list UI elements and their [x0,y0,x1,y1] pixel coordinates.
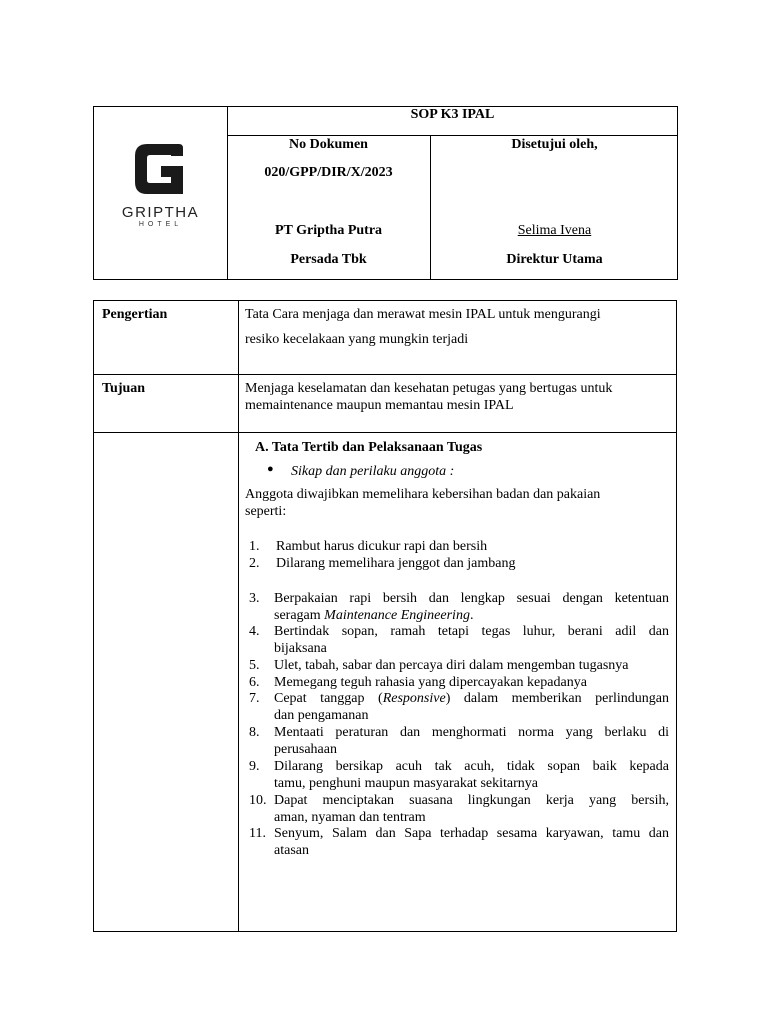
list-item [249,623,674,657]
list-text: Mentaati peraturan dan menghormati norma yang berlaku di [274,725,669,740]
company-name-line2: Persada Tbk [290,252,367,267]
list-number: 4. [249,624,260,639]
tujuan-text-line1: Menjaga keselamatan dan kesehatan petugas yang bertugas untuk [245,381,613,396]
intro-line1: Anggota diwajibkan memelihara kebersihan badan dan pakaian [245,487,601,502]
list-number: 8. [249,725,260,740]
divider [94,374,676,375]
logo-wordmark: GRIPTHA [121,204,200,221]
list-number: 5. [249,658,260,673]
approver-title: Direktur Utama [506,252,603,267]
list-text-line2: atasan [274,843,309,858]
tujuan-label: Tujuan [102,381,146,396]
griptha-g-icon [131,141,191,197]
section-heading: A. Tata Tertib dan Pelaksanaan Tugas [255,440,483,455]
list-item [249,792,674,826]
divider [227,135,677,136]
pengertian-text-line2: resiko kecelakaan yang mungkin terjadi [245,332,469,347]
approved-by-label: Disetujui oleh, [511,137,598,152]
list-text: Senyum, Salam dan Sapa terhadap sesama karyawan, tamu dan [274,826,669,841]
list-text-line2: perusahaan [274,742,337,757]
list-item [249,724,674,758]
doc-number: 020/GPP/DIR/X/2023 [264,165,393,180]
list-text: Dilarang bersikap acuh tak acuh, tidak sopan baik kepada [274,759,669,774]
header-table [93,106,678,280]
list-text: Berpakaian rapi bersih dan lengkap sesuai dengan ketentuan [274,591,669,606]
list-text-line2: aman, nyaman dan tentram [274,810,426,825]
tujuan-text-line2: memaintenance maupun memantau mesin IPAL [245,398,514,413]
company-name-line1: PT Griptha Putra [274,223,383,238]
list-text-line2: tamu, penghuni maupun masyarakat sekitarnya [274,776,538,791]
sop-content-table [93,300,677,932]
list-text: Bertindak sopan, ramah tetapi tegas luhur, berani adil dan [274,624,669,639]
bullet-text: Sikap dan perilaku anggota : [291,464,455,479]
list-number: 2. [249,556,260,571]
list-number: 6. [249,675,260,690]
list-number: 11. [249,826,266,841]
doc-number-label: No Dokumen [289,137,368,152]
list-number: 1. [249,539,260,554]
list-item [249,590,674,624]
document-title: SOP K3 IPAL [410,107,495,122]
bullet-icon: ● [267,463,274,475]
list-text: Dapat menciptakan suasana lingkungan kerja yang bersih, [274,793,669,808]
logo-subtitle: HOTEL [138,221,183,228]
intro-line2: seperti: [245,504,287,519]
divider [94,432,676,433]
list-item [249,825,674,859]
approver-name: Selima Ivena [517,223,592,238]
list-item [249,758,674,792]
pengertian-text-line1: Tata Cara menjaga dan merawat mesin IPAL untuk mengurangi [245,307,601,322]
list-number: 7. [249,691,260,706]
griptha-logo [94,135,227,228]
list-number: 10. [249,793,267,808]
list-item [249,690,674,724]
pengertian-label: Pengertian [102,307,168,322]
list-text-line2: bijaksana [274,641,327,656]
divider [238,301,239,931]
list-number: 3. [249,591,260,606]
list-text: Cepat tanggap (Responsive) dalam memberikan perlindungan [274,691,669,706]
list-text: Memegang teguh rahasia yang dipercayakan kepadanya [274,675,587,690]
list-text: Dilarang memelihara jenggot dan jambang [276,556,516,571]
list-text-line2: seragam Maintenance Engineering. [274,608,474,623]
list-text: Rambut harus dicukur rapi dan bersih [276,539,488,554]
list-text-line2: dan pengamanan [274,708,369,723]
list-text: Ulet, tabah, sabar dan percaya diri dalam mengemban tugasnya [274,658,629,673]
list-number: 9. [249,759,260,774]
